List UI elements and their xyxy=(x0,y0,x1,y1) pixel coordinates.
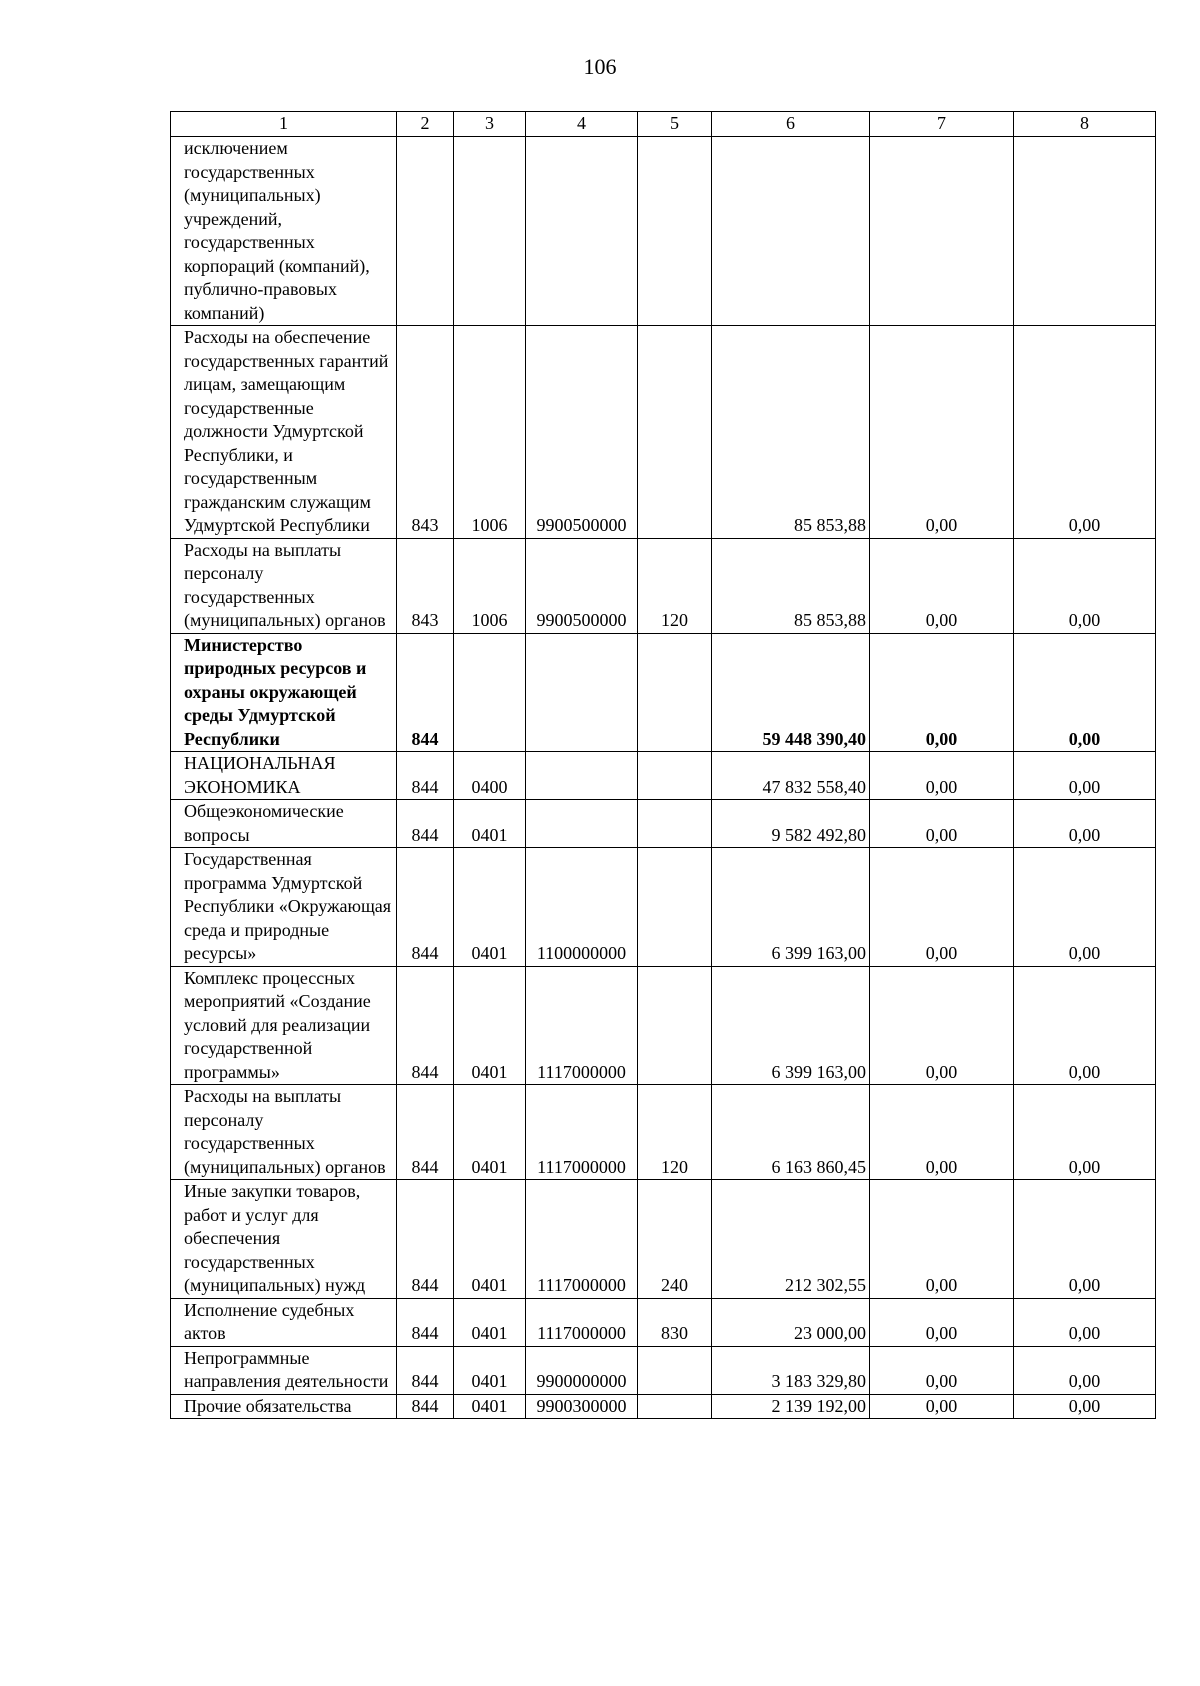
table-row xyxy=(171,1394,1156,1419)
table-row xyxy=(171,633,1156,752)
row-target-code-cell: 1117000000 xyxy=(526,966,638,1085)
row-expense-type-cell xyxy=(638,326,712,539)
row-amount-2-cell: 0,00 xyxy=(870,1180,1014,1299)
row-target-code-cell xyxy=(526,800,638,848)
row-amount-cell: 6 399 163,00 xyxy=(712,848,870,967)
table-row xyxy=(171,966,1156,1085)
row-amount-cell: 2 139 192,00 xyxy=(712,1394,870,1419)
row-amount-2-cell: 0,00 xyxy=(870,538,1014,633)
header-col-1: 1 xyxy=(171,112,397,137)
row-amount-3-cell: 0,00 xyxy=(1014,1085,1156,1180)
header-col-2: 2 xyxy=(397,112,454,137)
row-admin-code-cell: 844 xyxy=(397,1394,454,1419)
row-section-code-cell xyxy=(454,633,526,752)
table-row xyxy=(171,848,1156,967)
row-amount-3-cell xyxy=(1014,137,1156,326)
header-col-8: 8 xyxy=(1014,112,1156,137)
row-amount-3-cell: 0,00 xyxy=(1014,1346,1156,1394)
row-admin-code-cell: 843 xyxy=(397,538,454,633)
row-section-code-cell: 0401 xyxy=(454,800,526,848)
row-admin-code-cell: 844 xyxy=(397,800,454,848)
row-admin-code-cell xyxy=(397,137,454,326)
row-admin-code-cell: 844 xyxy=(397,848,454,967)
row-target-code-cell: 1117000000 xyxy=(526,1298,638,1346)
row-target-code-cell xyxy=(526,633,638,752)
row-expense-type-cell xyxy=(638,1346,712,1394)
row-name-cell: Непрограммные направления деятельности xyxy=(171,1346,397,1394)
row-expense-type-cell xyxy=(638,848,712,967)
row-amount-2-cell: 0,00 xyxy=(870,326,1014,539)
row-section-code-cell: 1006 xyxy=(454,326,526,539)
row-admin-code-cell: 843 xyxy=(397,326,454,539)
row-target-code-cell: 9900500000 xyxy=(526,538,638,633)
row-target-code-cell: 9900000000 xyxy=(526,1346,638,1394)
row-name-cell: Расходы на выплаты персоналу государственных (муниципальных) органов xyxy=(171,538,397,633)
table-row xyxy=(171,1180,1156,1299)
row-section-code-cell: 0401 xyxy=(454,966,526,1085)
row-name-cell: НАЦИОНАЛЬНАЯ ЭКОНОМИКА xyxy=(171,752,397,800)
row-amount-cell: 23 000,00 xyxy=(712,1298,870,1346)
row-section-code-cell: 0401 xyxy=(454,1298,526,1346)
row-amount-cell: 9 582 492,80 xyxy=(712,800,870,848)
row-amount-2-cell: 0,00 xyxy=(870,1394,1014,1419)
row-amount-2-cell: 0,00 xyxy=(870,1085,1014,1180)
table-row xyxy=(171,800,1156,848)
row-expense-type-cell: 120 xyxy=(638,1085,712,1180)
row-amount-cell: 59 448 390,40 xyxy=(712,633,870,752)
row-amount-2-cell: 0,00 xyxy=(870,1346,1014,1394)
row-amount-2-cell: 0,00 xyxy=(870,800,1014,848)
row-name-cell: Исполнение судебных актов xyxy=(171,1298,397,1346)
header-row xyxy=(171,112,1156,137)
table-row xyxy=(171,752,1156,800)
row-name-cell: Иные закупки товаров, работ и услуг для обеспечения государственных (муниципальных) нужд xyxy=(171,1180,397,1299)
row-amount-3-cell: 0,00 xyxy=(1014,1298,1156,1346)
row-admin-code-cell: 844 xyxy=(397,1346,454,1394)
header-col-3: 3 xyxy=(454,112,526,137)
row-name-cell: Комплекс процессных мероприятий «Создание условий для реализации государственной программы» xyxy=(171,966,397,1085)
row-admin-code-cell: 844 xyxy=(397,1180,454,1299)
table-row xyxy=(171,1085,1156,1180)
table-row xyxy=(171,326,1156,539)
row-admin-code-cell: 844 xyxy=(397,752,454,800)
header-col-7: 7 xyxy=(870,112,1014,137)
row-expense-type-cell xyxy=(638,633,712,752)
row-target-code-cell xyxy=(526,752,638,800)
row-amount-cell: 6 399 163,00 xyxy=(712,966,870,1085)
row-amount-3-cell: 0,00 xyxy=(1014,800,1156,848)
budget-table xyxy=(170,111,1156,1419)
header-col-4: 4 xyxy=(526,112,638,137)
row-expense-type-cell xyxy=(638,752,712,800)
row-name-cell: Расходы на выплаты персоналу государственных (муниципальных) органов xyxy=(171,1085,397,1180)
table-row xyxy=(171,1346,1156,1394)
row-amount-cell: 212 302,55 xyxy=(712,1180,870,1299)
row-amount-cell: 6 163 860,45 xyxy=(712,1085,870,1180)
row-amount-cell: 85 853,88 xyxy=(712,326,870,539)
row-amount-cell xyxy=(712,137,870,326)
table-body xyxy=(171,137,1156,1419)
row-section-code-cell: 0401 xyxy=(454,1346,526,1394)
row-target-code-cell xyxy=(526,137,638,326)
header-col-5: 5 xyxy=(638,112,712,137)
row-amount-3-cell: 0,00 xyxy=(1014,966,1156,1085)
row-amount-2-cell: 0,00 xyxy=(870,966,1014,1085)
row-section-code-cell xyxy=(454,137,526,326)
row-amount-cell: 85 853,88 xyxy=(712,538,870,633)
row-target-code-cell: 1100000000 xyxy=(526,848,638,967)
row-expense-type-cell xyxy=(638,800,712,848)
row-name-cell: Общеэкономические вопросы xyxy=(171,800,397,848)
row-section-code-cell: 0401 xyxy=(454,848,526,967)
row-amount-2-cell xyxy=(870,137,1014,326)
row-section-code-cell: 0401 xyxy=(454,1180,526,1299)
table-row xyxy=(171,1298,1156,1346)
row-target-code-cell: 9900500000 xyxy=(526,326,638,539)
row-name-cell: Расходы на обеспечение государственных гарантий лицам, замещающим государственные должности Удмуртской Республики, и государственным гражданским служащим Удмуртской Республики xyxy=(171,326,397,539)
row-section-code-cell: 1006 xyxy=(454,538,526,633)
row-amount-3-cell: 0,00 xyxy=(1014,1394,1156,1419)
row-admin-code-cell: 844 xyxy=(397,1298,454,1346)
row-amount-3-cell: 0,00 xyxy=(1014,326,1156,539)
row-amount-3-cell: 0,00 xyxy=(1014,752,1156,800)
row-name-cell: Государственная программа Удмуртской Республики «Окружающая среда и природные ресурсы» xyxy=(171,848,397,967)
row-target-code-cell: 1117000000 xyxy=(526,1085,638,1180)
row-expense-type-cell xyxy=(638,966,712,1085)
row-amount-3-cell: 0,00 xyxy=(1014,538,1156,633)
header-col-6: 6 xyxy=(712,112,870,137)
table-row xyxy=(171,137,1156,326)
row-target-code-cell: 1117000000 xyxy=(526,1180,638,1299)
row-section-code-cell: 0400 xyxy=(454,752,526,800)
row-amount-3-cell: 0,00 xyxy=(1014,848,1156,967)
row-amount-3-cell: 0,00 xyxy=(1014,1180,1156,1299)
row-amount-cell: 3 183 329,80 xyxy=(712,1346,870,1394)
row-expense-type-cell: 240 xyxy=(638,1180,712,1299)
row-amount-cell: 47 832 558,40 xyxy=(712,752,870,800)
row-expense-type-cell xyxy=(638,1394,712,1419)
row-expense-type-cell xyxy=(638,137,712,326)
row-amount-3-cell: 0,00 xyxy=(1014,633,1156,752)
table-row xyxy=(171,538,1156,633)
row-expense-type-cell: 120 xyxy=(638,538,712,633)
row-section-code-cell: 0401 xyxy=(454,1085,526,1180)
row-name-cell: Прочие обязательства xyxy=(171,1394,397,1419)
row-amount-2-cell: 0,00 xyxy=(870,1298,1014,1346)
row-section-code-cell: 0401 xyxy=(454,1394,526,1419)
row-admin-code-cell: 844 xyxy=(397,1085,454,1180)
row-name-cell: исключением государственных (муниципальных) учреждений, государственных корпораций (компаний), публично-правовых компаний) xyxy=(171,137,397,326)
page-number: 106 xyxy=(583,54,617,79)
row-amount-2-cell: 0,00 xyxy=(870,848,1014,967)
row-amount-2-cell: 0,00 xyxy=(870,752,1014,800)
row-amount-2-cell: 0,00 xyxy=(870,633,1014,752)
row-name-cell: Министерство природных ресурсов и охраны окружающей среды Удмуртской Республики xyxy=(171,633,397,752)
row-admin-code-cell: 844 xyxy=(397,966,454,1085)
row-admin-code-cell: 844 xyxy=(397,633,454,752)
row-target-code-cell: 9900300000 xyxy=(526,1394,638,1419)
row-expense-type-cell: 830 xyxy=(638,1298,712,1346)
